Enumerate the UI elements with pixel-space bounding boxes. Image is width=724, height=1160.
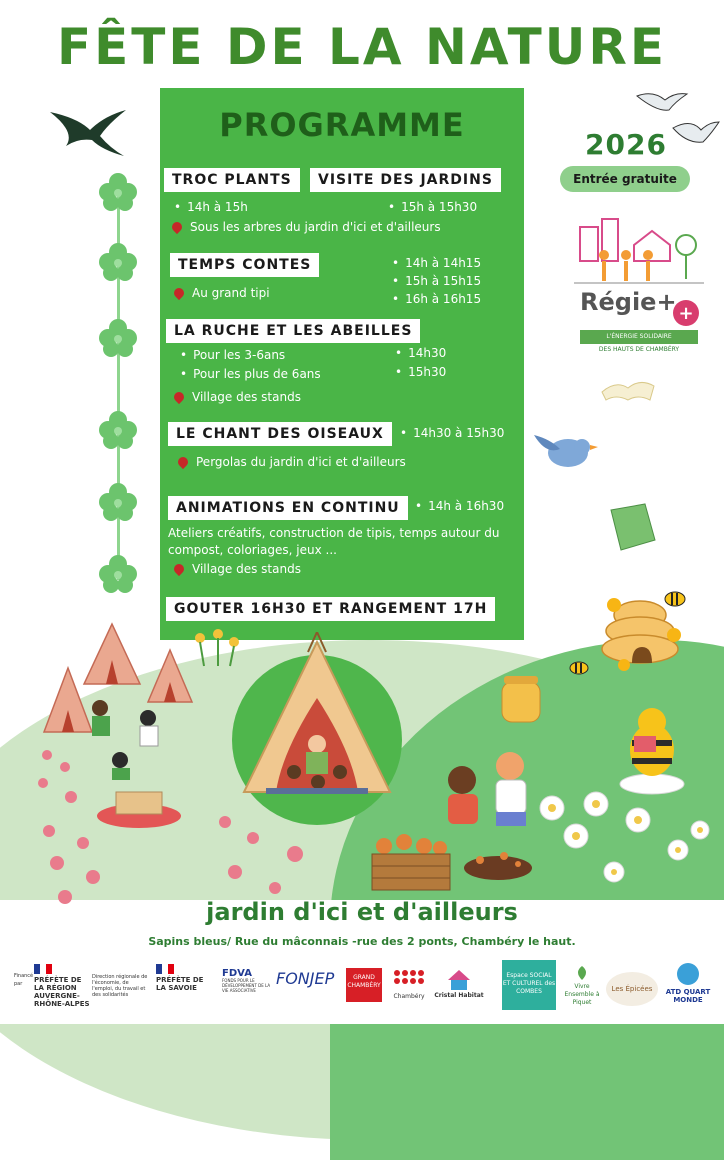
free-entry-badge: Entrée gratuite xyxy=(560,166,690,192)
clover-flower-icon xyxy=(98,410,138,450)
storytelling-teepee-icon xyxy=(236,632,398,802)
temps-contes-time-3: • 16h à 16h15 xyxy=(392,292,481,306)
ruche-group-1: • Pour les 3-6ans xyxy=(180,348,285,362)
troc-visite-place-text: Sous les arbres du jardin d'ici et d'ailleurs xyxy=(190,220,441,234)
grand-chambery-logo: GRAND CHAMBÉRY xyxy=(346,968,382,1002)
cristal-habitat-text: Cristal Habitat xyxy=(434,992,484,999)
animations-time: • 14h à 16h30 xyxy=(415,499,504,513)
prefecture-region-text: PRÉFÈTE DE LA RÉGION AUVERGNE-RHÔNE-ALPES xyxy=(34,976,90,1008)
map-pin-icon xyxy=(176,455,190,469)
chambery-grid-icon xyxy=(392,968,426,990)
atd-text: ATD QUART MONDE xyxy=(665,988,711,1004)
animations-description: Ateliers créatifs, construction de tipis, temps autour du compost, coloriages, jeux ... xyxy=(168,526,500,557)
atd-logo-icon xyxy=(673,962,703,986)
swallow-bird-icon xyxy=(48,108,128,158)
troc-plants-label: TROC PLANTS xyxy=(164,168,300,192)
clover-flower-icon xyxy=(98,554,138,594)
french-flag-icon xyxy=(34,964,52,974)
clover-flower-icon xyxy=(98,482,138,522)
ruche-place-text: Village des stands xyxy=(192,390,301,404)
program-heading: PROGRAMME xyxy=(219,106,465,144)
map-pin-icon xyxy=(172,286,186,300)
ruche-abeilles-label: LA RUCHE ET LES ABEILLES xyxy=(166,319,420,343)
pink-flowers-icon xyxy=(35,745,135,910)
temps-contes-label: TEMPS CONTES xyxy=(170,253,319,277)
book-icon xyxy=(598,362,658,402)
venue-address: Sapins bleus/ Rue du mâconnais -rue des 2 ponts, Chambéry le haut. xyxy=(148,935,576,948)
temps-contes-place-text: Au grand tipi xyxy=(192,286,270,300)
vegetable-crate-icon xyxy=(368,832,453,894)
ruche-group-2: • Pour les plus de 6ans xyxy=(180,367,321,381)
ruche-place xyxy=(174,390,301,404)
daisy-flowers-icon xyxy=(528,790,718,900)
prefecture-region-logo xyxy=(34,964,92,1008)
fdva-subtext: FONDS POUR LE DÉVELOPPEMENT DE LA VIE ASSOCIATIVE xyxy=(222,978,271,993)
partner-logos xyxy=(14,960,714,1016)
fonjep-logo: FONJEP xyxy=(276,969,335,988)
french-flag-icon xyxy=(156,964,174,974)
vivre-ensemble-text: Vivre Ensemble à Piquet xyxy=(564,983,600,1006)
dreets-text: Direction régionale de l'économie, de l'emploi, du travail et des solidarités xyxy=(92,974,148,998)
financed-by-text: Financé par xyxy=(14,973,34,987)
chambery-logo xyxy=(390,968,428,1001)
blue-bird-icon xyxy=(532,425,600,475)
green-book-icon xyxy=(605,500,661,556)
les-epicees-logo: Les Épicées xyxy=(606,972,658,1006)
troc-plants-time: • 14h à 15h xyxy=(174,200,248,214)
venue-name: jardin d'ici et d'ailleurs xyxy=(206,898,518,926)
fdva-logo xyxy=(222,970,272,993)
bee-icon xyxy=(566,656,592,678)
fdva-text: FDVA xyxy=(222,968,252,979)
chant-oiseaux-label: LE CHANT DES OISEAUX xyxy=(168,422,392,446)
regie-name: Régie+ xyxy=(580,288,677,316)
leaf-icon xyxy=(572,964,592,980)
troc-visite-place xyxy=(172,220,441,234)
prefecture-savoie-logo xyxy=(156,964,212,992)
regie-tagline-1: L'ÉNERGIE SOLIDAIRE xyxy=(580,330,698,344)
visite-jardins-label: VISITE DES JARDINS xyxy=(310,168,501,192)
vivre-ensemble-logo xyxy=(562,964,602,1007)
map-pin-icon xyxy=(172,562,186,576)
prefecture-savoie-text: PRÉFÈTE DE LA SAVOIE xyxy=(156,976,204,992)
regie-tagline-2: DES HAUTS DE CHAMBÉRY xyxy=(598,346,680,353)
espace-social-logo: Espace SOCIAL ET CULTUREL des COMBES xyxy=(502,960,556,1010)
ruche-time-1: • 14h30 xyxy=(395,346,446,360)
children-icon xyxy=(438,748,538,838)
temps-contes-time-1: • 14h à 14h15 xyxy=(392,256,481,270)
event-year: 2026 xyxy=(585,128,667,161)
animations-place xyxy=(174,562,301,576)
map-pin-icon xyxy=(170,220,184,234)
map-pin-icon xyxy=(172,390,186,404)
reading-bee-icon xyxy=(612,700,692,800)
animations-place-text: Village des stands xyxy=(192,562,301,576)
clover-flower-icon xyxy=(98,242,138,282)
animations-label: ANIMATIONS EN CONTINU xyxy=(168,496,408,520)
atd-logo xyxy=(664,962,712,1004)
compost-pile-icon xyxy=(460,842,535,882)
svg-text:+: + xyxy=(678,303,694,324)
chant-oiseaux-time: • 14h30 à 15h30 xyxy=(400,426,504,440)
temps-contes-time-2: • 15h à 15h15 xyxy=(392,274,481,288)
temps-contes-place xyxy=(174,286,270,300)
cristal-house-icon xyxy=(446,968,472,990)
poster-title: FÊTE DE LA NATURE xyxy=(56,18,668,76)
cristal-habitat-logo xyxy=(434,968,484,1000)
clover-flower-icon xyxy=(98,172,138,212)
ruche-time-2: • 15h30 xyxy=(395,365,446,379)
gouter-label: GOUTER 16H30 ET RANGEMENT 17H xyxy=(166,597,495,621)
bee-icon xyxy=(660,585,690,609)
honey-jar-icon xyxy=(492,668,552,728)
chant-oiseaux-place xyxy=(178,455,406,469)
visite-jardins-time: • 15h à 15h30 xyxy=(388,200,477,214)
chant-oiseaux-place-text: Pergolas du jardin d'ici et d'ailleurs xyxy=(196,455,406,469)
clover-flower-icon xyxy=(98,318,138,358)
chambery-text: Chambéry xyxy=(393,993,425,1000)
